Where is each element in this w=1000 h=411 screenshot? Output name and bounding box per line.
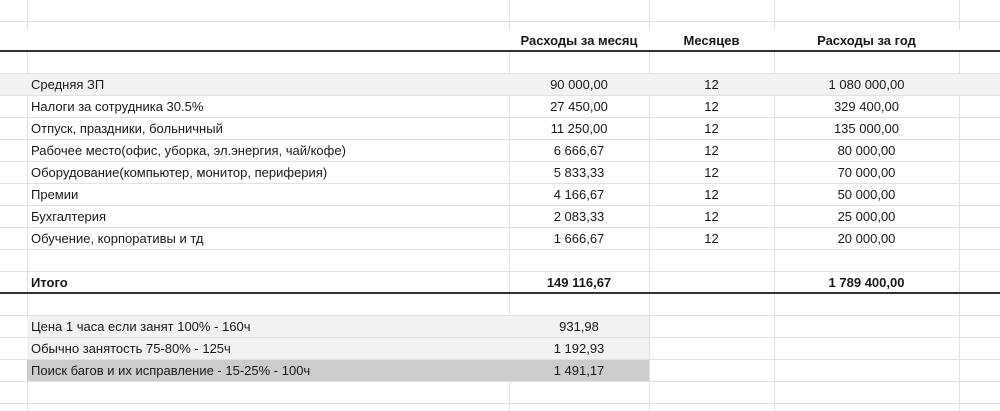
table-row — [0, 228, 1000, 250]
table-row — [0, 184, 1000, 206]
empty-row[interactable] — [0, 294, 1000, 316]
row-yearly[interactable]: 70 000,00 — [837, 165, 896, 180]
hourly-row — [0, 338, 1000, 360]
row-label[interactable]: Премии — [31, 187, 79, 202]
header-cell-label[interactable] — [27, 30, 509, 51]
header-yearly-costs[interactable]: Расходы за год — [817, 33, 916, 48]
row-yearly[interactable]: 329 400,00 — [833, 99, 900, 114]
table-row — [0, 162, 1000, 184]
table-row — [0, 74, 1000, 96]
empty-row[interactable] — [0, 0, 1000, 22]
row-label[interactable]: Отпуск, праздники, больничный — [31, 121, 223, 136]
row-yearly[interactable]: 50 000,00 — [837, 187, 896, 202]
row-label[interactable]: Средняя ЗП — [31, 77, 105, 92]
total-row — [0, 272, 1000, 294]
empty-row[interactable] — [0, 52, 1000, 74]
total-label[interactable]: Итого — [31, 275, 68, 290]
row-monthly[interactable]: 11 250,00 — [550, 121, 608, 136]
hourly-label[interactable]: Поиск багов и их исправление - 15-25% - 100ч — [27, 360, 509, 381]
row-months[interactable]: 12 — [704, 121, 719, 136]
empty-row[interactable] — [0, 382, 1000, 404]
row-months[interactable]: 12 — [704, 77, 719, 92]
total-monthly[interactable]: 149 116,67 — [546, 275, 612, 290]
row-months[interactable]: 12 — [704, 187, 719, 202]
row-yearly[interactable]: 20 000,00 — [837, 231, 896, 246]
row-months[interactable]: 12 — [704, 143, 719, 158]
row-monthly[interactable]: 2 083,33 — [553, 209, 605, 224]
row-months[interactable]: 12 — [704, 99, 719, 114]
row-monthly[interactable]: 27 450,00 — [550, 99, 608, 114]
total-yearly[interactable]: 1 789 400,00 — [828, 275, 905, 290]
table-row — [0, 140, 1000, 162]
hourly-row — [0, 360, 1000, 382]
hourly-value[interactable]: 1 192,93 — [509, 338, 649, 359]
table-row — [0, 118, 1000, 140]
table-row — [0, 206, 1000, 228]
row-monthly[interactable]: 6 666,67 — [553, 143, 605, 158]
row-label[interactable]: Налоги за сотрудника 30.5% — [31, 99, 204, 114]
table-row — [0, 96, 1000, 118]
row-label[interactable]: Рабочее место(офис, уборка, эл.энергия, чай/кофе) — [31, 143, 346, 158]
header-months[interactable]: Месяцев — [683, 33, 740, 48]
hourly-label[interactable]: Цена 1 часа если занят 100% - 160ч — [27, 316, 509, 337]
row-monthly[interactable]: 4 166,67 — [553, 187, 605, 202]
hourly-label[interactable]: Обычно занятость 75-80% - 125ч — [27, 338, 509, 359]
header-monthly-costs[interactable]: Расходы за месяц — [520, 33, 638, 48]
hourly-value[interactable]: 1 491,17 — [509, 360, 649, 381]
row-label[interactable]: Оборудование(компьютер, монитор, периферия) — [31, 165, 328, 180]
row-months[interactable]: 12 — [704, 165, 719, 180]
row-label[interactable]: Обучение, корпоративы и тд — [31, 231, 204, 246]
header-row — [0, 30, 1000, 52]
row-label[interactable]: Бухгалтерия — [31, 209, 107, 224]
empty-row[interactable] — [0, 250, 1000, 272]
row-yearly[interactable]: 80 000,00 — [837, 143, 896, 158]
row-months[interactable]: 12 — [704, 209, 719, 224]
total-months[interactable] — [649, 272, 774, 293]
row-months[interactable]: 12 — [704, 231, 719, 246]
row-monthly[interactable]: 90 000,00 — [550, 77, 608, 92]
row-yearly[interactable]: 1 080 000,00 — [828, 77, 905, 92]
row-yearly[interactable]: 135 000,00 — [833, 121, 900, 136]
row-monthly[interactable]: 1 666,67 — [553, 231, 605, 246]
row-monthly[interactable]: 5 833,33 — [553, 165, 605, 180]
hourly-row — [0, 316, 1000, 338]
row-yearly[interactable]: 25 000,00 — [837, 209, 896, 224]
hourly-value[interactable]: 931,98 — [509, 316, 649, 337]
